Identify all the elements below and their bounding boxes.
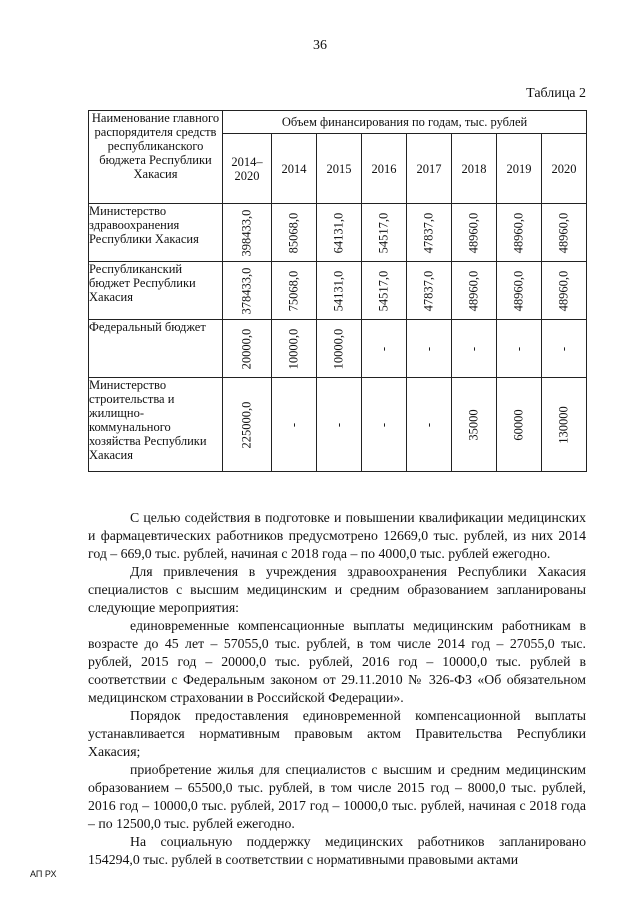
value-cell: - <box>286 422 301 427</box>
value-cell: 48960,0 <box>466 212 481 253</box>
value-cell: 48960,0 <box>556 270 571 311</box>
year-header: 2014–2020 <box>223 134 272 204</box>
value-cell: 48960,0 <box>556 212 571 253</box>
funding-header: Объем финансирования по годам, тыс. рублей <box>223 111 587 134</box>
value-cell: 47837,0 <box>421 212 436 253</box>
year-header: 2018 <box>452 134 497 204</box>
value-cell: - <box>421 346 436 351</box>
table-row <box>89 378 587 472</box>
value-cell: 130000 <box>556 405 571 444</box>
value-cell: 48960,0 <box>511 270 526 311</box>
value-cell: 75068,0 <box>286 270 301 311</box>
org-name: Министерство здравоохранения Республики Хакасия <box>89 204 223 262</box>
paragraph: Порядок предоставления единовременной компенсационной выплаты устанавливается нормативным правовым актом Правительства Республики Хакасия; <box>88 708 586 759</box>
year-header: 2015 <box>317 134 362 204</box>
value-cell: 47837,0 <box>421 270 436 311</box>
body-text <box>88 509 586 869</box>
value-cell: 10000,0 <box>331 328 346 369</box>
value-cell: - <box>376 346 391 351</box>
table-row <box>89 320 587 378</box>
table-caption: Таблица 2 <box>526 86 586 101</box>
year-header: 2014 <box>272 134 317 204</box>
table-row <box>89 262 587 320</box>
funding-table <box>88 110 587 472</box>
value-cell: 54517,0 <box>376 212 391 253</box>
org-name: Министерство строительства и жилищно-коммунального хозяйства Республики Хакасия <box>89 378 223 472</box>
value-cell: 54131,0 <box>331 270 346 311</box>
paragraph: На социальную поддержку медицинских работников запланировано 154294,0 тыс. рублей в соответствии с нормативными правовыми актами <box>88 834 586 867</box>
value-cell: 10000,0 <box>286 328 301 369</box>
value-cell: 225000,0 <box>239 401 254 448</box>
page-number: 36 <box>313 38 327 53</box>
value-cell: 378433,0 <box>239 267 254 314</box>
value-cell: - <box>421 422 436 427</box>
paragraph: Для привлечения в учреждения здравоохранения Республики Хакасия специалистов с высшим медицинским и средним образованием запланированы следующие мероприятия: <box>88 564 586 615</box>
paragraph: приобретение жилья для специалистов с высшим и средним медицинским образованием – 65500,0 тыс. рублей, в том числе 2015 год – 8000,0 тыс. рублей, 2016 год – 10000,0 тыс. рублей, 2017 год – 10000,0 тыс. рублей, начиная с 2018 года – по 12500,0 тыс. рублей ежегодно. <box>88 762 586 831</box>
value-cell: 35000 <box>466 408 481 441</box>
value-cell: - <box>466 346 481 351</box>
value-cell: 20000,0 <box>239 328 254 369</box>
year-header: 2020 <box>542 134 587 204</box>
paragraph: единовременные компенсационные выплаты медицинским работникам в возрасте до 45 лет – 57055,0 тыс. рублей, в том числе 2014 год – 27055,0 тыс. рублей, 2015 год – 20000,0 тыс. рублей, 2016 год – 10000,0 тыс. рублей в соответствии с Федеральным законом от 29.11.2010 № 326-ФЗ «Об обязательном медицинском страховании в Российской Федерации». <box>88 618 586 705</box>
value-cell: - <box>331 422 346 427</box>
org-name: Республиканский бюджет Республики Хакасия <box>89 262 223 320</box>
paragraph: С целью содействия в подготовке и повышении квалификации медицинских и фармацевтических работников предусмотрено 12669,0 тыс. рублей, из них 2014 год – 669,0 тыс. рублей, начиная с 2018 года – по 4000,0 тыс. рублей ежегодно. <box>88 510 586 561</box>
year-header: 2019 <box>497 134 542 204</box>
value-cell: - <box>376 422 391 427</box>
org-name: Федеральный бюджет <box>89 320 223 378</box>
value-cell: 48960,0 <box>466 270 481 311</box>
footer-mark: АП РХ <box>30 869 57 879</box>
value-cell: 48960,0 <box>511 212 526 253</box>
value-cell: - <box>556 346 571 351</box>
table-row <box>89 204 587 262</box>
value-cell: 60000 <box>511 408 526 441</box>
value-cell: 398433,0 <box>239 209 254 256</box>
value-cell: 64131,0 <box>331 212 346 253</box>
year-header: 2016 <box>362 134 407 204</box>
value-cell: 85068,0 <box>286 212 301 253</box>
org-column-header: Наименование главного распорядителя средств республиканского бюджета Республики Хакасия <box>89 111 223 204</box>
value-cell: - <box>511 346 526 351</box>
value-cell: 54517,0 <box>376 270 391 311</box>
year-header: 2017 <box>407 134 452 204</box>
